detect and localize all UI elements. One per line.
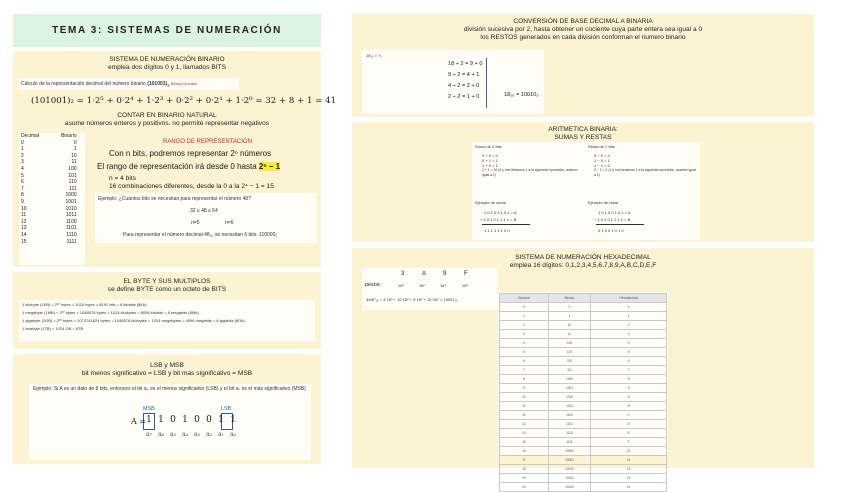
suma-title: Suma de 2 bits [475, 144, 502, 149]
table-row [19, 199, 79, 206]
table-row [500, 357, 667, 366]
ej-suma-b: + 1 0 1 0 1 1 1 1 = B [480, 217, 517, 222]
bit-value: 1 [146, 415, 152, 425]
aritmetica-subheading: SUMAS Y RESTAS [554, 134, 612, 141]
title-banner [13, 14, 321, 47]
hex-binario-cell: 0 [548, 303, 591, 312]
ejemplo-n5: n=5 [191, 220, 200, 226]
bit-value: 0 [194, 415, 200, 425]
peso-1: 16¹ [440, 283, 446, 288]
bits-row [143, 415, 239, 425]
binario-cell: 1000 [65, 192, 77, 199]
subs-row [143, 431, 239, 438]
table-row [500, 303, 667, 312]
rango-bits: n = 4 bits [109, 175, 136, 182]
hex-formula: 3A9F₁₆ = 3·16³ + 10·16² + 9·16¹ + 15·16⁰ = 15007₁₀ [366, 297, 458, 302]
table-row [500, 411, 667, 420]
rango-comb: 16 combinaciones diferentes, desde la 0 a la 2⁴ − 1 = 15 [109, 183, 274, 190]
byte-line-tb: 1 terabyte (1TB) = 1024 GB = 8TB [22, 326, 84, 331]
hex-binario-cell: 1111 [548, 438, 591, 447]
table-row [19, 219, 79, 226]
hex-table-box [498, 292, 668, 489]
conversion-result: 18₁₀ = 10010₂ [504, 92, 539, 98]
hex-binario-cell: 1011 [548, 402, 591, 411]
hex-value-cell: B [591, 402, 667, 411]
panel-conversion [352, 14, 814, 117]
hex-decimal-cell: 11 [500, 402, 549, 411]
hex-value-cell: C [591, 411, 667, 420]
hex-decimal-cell: 14 [500, 429, 549, 438]
hex-heading: SISTEMA DE NUMERACIÓN HEXADECIMAL [515, 254, 651, 261]
hex-digit-9: 9 [443, 271, 447, 277]
table-row [19, 212, 79, 219]
hex-col-decimal: Decimal [500, 294, 549, 303]
ej-resta-a: 1 0 1 0 0 1 0 1 = A [598, 210, 631, 215]
hex-binario-cell: 1110 [548, 429, 591, 438]
bit-value: 1 [182, 415, 188, 425]
table-row [19, 179, 79, 186]
hex-col-binario: Binario [548, 294, 591, 303]
rango-highlight: 2ⁿ − 1 [258, 162, 281, 171]
binario-heading: SISTEMA DE NUMERACIÓN BINARIO [109, 56, 225, 63]
hex-value-cell: 3 [591, 330, 667, 339]
table-row [500, 384, 667, 393]
table-row [500, 330, 667, 339]
binario-cell: 1010 [65, 205, 77, 212]
byte-subheading: se define BYTE como un octeto de BITS [107, 286, 227, 293]
table-row [500, 393, 667, 402]
calc-number: (101001) [147, 81, 168, 87]
bit-value: 0 [206, 415, 212, 425]
decimal-cell: 3 [21, 159, 24, 166]
peso-3: 16³ [398, 283, 404, 288]
table-row [500, 402, 667, 411]
decimal-cell: 8 [21, 192, 24, 199]
table-row [19, 166, 79, 173]
binario-cell: 1111 [66, 238, 77, 245]
rango-line1: Con n bits, podremos representar 2ⁿ números [109, 149, 272, 158]
panel-lsb-msb [13, 354, 321, 464]
hex-value-cell: 2 [591, 321, 667, 330]
bit-index: a₇ [146, 431, 152, 438]
table-row [19, 239, 79, 246]
hex-value-cell: 11 [591, 456, 667, 465]
conversion-box [362, 50, 544, 114]
table-row [19, 232, 79, 239]
hex-decimal-cell: 19 [500, 474, 549, 483]
hex-binario-cell: 101 [548, 348, 591, 357]
hex-value-cell: 10 [591, 447, 667, 456]
ejemplo-text: Ejemplo: ¿Cuántos bits se necesitan para representar el número 48? [98, 196, 251, 202]
hex-decimal-cell: 0 [500, 303, 549, 312]
hex-decimal-cell: 17 [500, 456, 549, 465]
decimal-cell: 12 [21, 218, 27, 225]
hex-binario-cell: 10010 [548, 465, 591, 474]
binario-cell: 1110 [66, 231, 77, 238]
hex-digit-3: 3 [401, 271, 405, 277]
natural-heading: CONTAR EN BINARIO NATURAL [117, 112, 217, 119]
table-row [500, 438, 667, 447]
ejemplo-n6: n=6 [225, 220, 234, 226]
panel-binario [13, 51, 337, 267]
hex-binario-cell: 1 [548, 312, 591, 321]
bit-index: a₅ [170, 431, 176, 438]
hex-decimal-cell: 2 [500, 321, 549, 330]
hex-decimal-cell: 8 [500, 375, 549, 384]
ejemplo-conclusion: Para representar el número decimal 48₁₀ se necesitan 6 bits: 110000₂ [123, 232, 278, 238]
hex-decimal-cell: 18 [500, 465, 549, 474]
col-decimal: Decimal [21, 133, 40, 139]
binario-cell: 1001 [65, 198, 77, 205]
table-row [19, 206, 79, 213]
bit-index: a₁ [218, 431, 224, 438]
conversion-step-1: 18 ÷ 2 = 9 + 0 [448, 61, 483, 67]
hex-digit-f: F [464, 271, 468, 277]
hex-col-hexadecimal: Hexadecimal [591, 294, 667, 303]
conversion-step-2: 9 ÷ 2 = 4 + 1 [448, 72, 480, 78]
hex-value-cell: 9 [591, 384, 667, 393]
binario-cell: 111 [69, 185, 77, 192]
decimal-cell: 7 [21, 185, 24, 192]
hex-value-cell: 12 [591, 465, 667, 474]
decimal-cell: 4 [21, 165, 24, 172]
binario-subheading: emplea dos dígitos 0 y 1, llamados BITS [107, 64, 226, 71]
byte-line-mb: 1 megabyte (1MB) = 2²⁰ bytes = 1048576 bytes = 1024 kilobytes = 8096 kilobits = 8 megabits (8Mb) [22, 310, 199, 315]
binario-cell: 1100 [65, 218, 77, 225]
hex-binario-cell: 1010 [548, 393, 591, 402]
table-row [19, 186, 79, 193]
conversion-sub1: división sucesiva por 2, hasta obtener un cociente cuya parte entera sea igual a 0 [463, 26, 703, 33]
binario-calc-box [19, 78, 239, 90]
lsb-heading: LSB y MSB [150, 362, 184, 369]
remainder-arrow [486, 58, 490, 108]
msb-label: MSB [143, 406, 155, 412]
table-row [19, 173, 79, 180]
hex-binario-cell: 110 [548, 357, 591, 366]
ej-suma-title: Ejemplo de suma [475, 200, 506, 205]
hex-value-cell: 4 [591, 339, 667, 348]
hex-decimal-cell: 16 [500, 447, 549, 456]
hex-decimal-cell: 1 [500, 312, 549, 321]
resta-line-2: 1 − 0 = 1 [594, 158, 610, 163]
suma-line-1: 0 + 0 = 0 [482, 153, 498, 158]
resta-title: Resta de 2 bits [588, 144, 615, 149]
hex-decimal-cell: 12 [500, 411, 549, 420]
bit-value: 1 [158, 415, 164, 425]
resta-line-1: 0 − 0 = 0 [594, 153, 610, 158]
hex-value-cell: 5 [591, 348, 667, 357]
col-binario: Binario [61, 133, 77, 139]
table-row [19, 153, 79, 160]
bit-index: a₂ [206, 431, 212, 438]
table-row [500, 483, 667, 492]
decimal-cell: 5 [21, 172, 24, 179]
bit-index: a₃ [194, 431, 200, 438]
table-row [19, 146, 79, 153]
decimal-cell: 6 [21, 179, 24, 186]
bit-value: 1 [218, 415, 224, 425]
hex-weights-box [362, 268, 498, 310]
pesos-label: pesos: [365, 282, 381, 288]
ejemplo-ineq: 32 ≤ 48 ≤ 64 [190, 208, 218, 214]
hex-decimal-cell: 9 [500, 384, 549, 393]
decimal-cell: 0 [21, 139, 24, 146]
rango-line2: El rango de representación irá desde 0 hasta [97, 162, 257, 171]
binario-cell: 1 [73, 146, 77, 153]
conversion-step-3: 4 ÷ 2 = 2 + 0 [448, 83, 480, 89]
decimal-cell: 10 [21, 205, 27, 212]
suma-line-3: 1 + 0 = 1 [482, 163, 498, 168]
hex-decimal-cell: 7 [500, 366, 549, 375]
hex-value-cell: 14 [591, 483, 667, 492]
hex-value-cell: 6 [591, 357, 667, 366]
table-row [19, 192, 79, 199]
lsb-label: LSB [221, 406, 232, 412]
binario-cell: 1011 [65, 212, 77, 219]
hex-decimal-cell: 5 [500, 348, 549, 357]
bit-value: 0 [170, 415, 176, 425]
table-row [500, 366, 667, 375]
ej-resta-r: 0 1 0 0 1 0 1 0 [598, 228, 624, 233]
bit-index: a₄ [182, 431, 188, 438]
binario-cell: 10 [71, 152, 77, 159]
binary-count-table [19, 133, 85, 265]
table-row [500, 420, 667, 429]
byte-heading: EL BYTE Y SUS MULTIPLOS [123, 278, 211, 285]
binario-cell: 110 [68, 179, 77, 186]
table-row [500, 447, 667, 456]
table-row [500, 375, 667, 384]
calc-label: Cálculo de la representación decimal del número binario [21, 81, 146, 87]
hex-value-cell: A [591, 393, 667, 402]
decimal-cell: 13 [21, 225, 27, 232]
table-row [500, 339, 667, 348]
resta-line-4: 0 − 1 = 1 (1 y nos llevamos 1 a la siguiente operación, acarreo igual a 1) [594, 168, 696, 177]
decimal-cell: 15 [21, 238, 27, 245]
bit-value: 1 [230, 415, 236, 425]
hex-binario-cell: 111 [548, 366, 591, 375]
suma-line-2: 0 + 1 = 1 [482, 158, 498, 163]
decimal-cell: 1 [21, 146, 24, 153]
hex-digit-a: A [422, 271, 427, 277]
hex-value-cell: E [591, 429, 667, 438]
panel-aritmetica [352, 122, 814, 242]
table-row [19, 159, 79, 166]
ej-suma-rule [482, 224, 530, 225]
bit-index: a₆ [158, 431, 164, 438]
hex-value-cell: 0 [591, 303, 667, 312]
hex-binario-cell: 10011 [548, 474, 591, 483]
hex-binario-cell: 10001 [548, 456, 591, 465]
hex-value-cell: D [591, 420, 667, 429]
table-row [500, 429, 667, 438]
table-row [19, 225, 79, 232]
rango-title: RANGO DE REPRESENTACIÓN [163, 139, 252, 145]
table-row [500, 321, 667, 330]
hex-binario-cell: 1000 [548, 375, 591, 384]
conversion-start: 18₁₀ = ?₂ [366, 53, 382, 58]
table-row [500, 465, 667, 474]
lsb-example-text: Ejemplo: Si A es un dato de 8 bits, entonces el bit a₀ es el menos significativo (LSB) y el bit a₇ es el más significativo (MSB) [33, 386, 306, 392]
a-label: A = [131, 417, 147, 426]
table-row [500, 474, 667, 483]
ej-resta-rule [596, 224, 644, 225]
bit-index: a₀ [230, 431, 236, 438]
hex-binario-cell: 1100 [548, 411, 591, 420]
binario-cell: 0 [73, 139, 77, 146]
peso-0: 16⁰ [462, 283, 469, 288]
hex-binario-cell: 1001 [548, 384, 591, 393]
conversion-sub2: los RESTOS generados en cada división conforman el numero binario [480, 34, 686, 41]
hex-binario-cell: 11 [548, 330, 591, 339]
peso-2: 16² [419, 283, 425, 288]
hex-decimal-cell: 13 [500, 420, 549, 429]
natural-sub: asume números enteros y positivos. no permite representar negativos [64, 120, 270, 127]
aritmetica-box [472, 142, 700, 240]
decimal-cell: 9 [21, 198, 24, 205]
ej-suma-a: 1 0 1 0 0 1 0 1 = A [484, 210, 517, 215]
hex-binario-cell: 10 [548, 321, 591, 330]
ej-suma-r: 1 1 1 1 1 1 0 0 [484, 228, 510, 233]
binario-formula: (101001)₂ = 1·2⁵ + 0·2⁴ + 1·2³ + 0·2² + 0·2¹ + 1·2⁰ = 32 + 8 + 1 = 41 [31, 96, 337, 106]
panel-hexadecimal [352, 248, 814, 489]
hex-binario-cell: 100 [548, 339, 591, 348]
binario-cell: 100 [68, 165, 77, 172]
table-row [500, 312, 667, 321]
table-row [500, 456, 667, 465]
binario-cell: 11 [71, 159, 77, 166]
byte-list [19, 300, 315, 342]
hex-decimal-cell: 10 [500, 393, 549, 402]
lsb-subheading: bit menos significativo = LSB y bit mas significativo = MSB [81, 370, 253, 377]
binario-cell: 101 [68, 172, 77, 179]
hex-value-cell: 13 [591, 474, 667, 483]
conversion-heading: CONVERSIÓN DE BASE DECIMAL A BINARIA [513, 18, 653, 25]
lsb-example-box [29, 384, 311, 460]
hex-value-cell: 7 [591, 366, 667, 375]
calc-note: Binary Number [170, 81, 198, 86]
rango-line2-wrap [97, 162, 280, 171]
table-row [500, 348, 667, 357]
hex-subheading: emplea 16 dígitos: 0,1,2,3,4,5,6,7,8,9,A,B,C,D,E,F [509, 262, 657, 269]
panel-byte [13, 272, 321, 349]
byte-line-kb: 1 kilobyte (1KB) = 2¹⁰ bytes = 1024 bytes = 8192 bits = 8 kilobits (8Kb) [22, 302, 147, 307]
hex-binario-cell: 10000 [548, 447, 591, 456]
hex-decimal-cell: 20 [500, 483, 549, 492]
calc-sub: 2 [167, 83, 170, 88]
aritmetica-heading: ARITMETICA BINARIA: [548, 126, 618, 133]
hex-decimal-cell: 4 [500, 339, 549, 348]
binario-cell: 1101 [65, 225, 77, 232]
hex-decimal-cell: 3 [500, 330, 549, 339]
decimal-cell: 11 [21, 212, 27, 219]
table-row [19, 140, 79, 147]
ej-resta-title: Ejemplo de resta [588, 200, 619, 205]
hex-value-cell: F [591, 438, 667, 447]
hex-binario-cell: 1101 [548, 420, 591, 429]
conversion-step-4: 2 ÷ 2 = 1 + 0 [448, 94, 480, 100]
page-title: TEMA 3: SISTEMAS DE NUMERACIÓN [52, 25, 282, 36]
hex-value-cell: 1 [591, 312, 667, 321]
hex-value-cell: 8 [591, 375, 667, 384]
hex-binario-cell: 10100 [548, 483, 591, 492]
suma-line-4: 1 + 1 = 10 (0 y nos llevamos 1 a la siguiente operación, acarreo igual a 1) [482, 168, 578, 177]
decimal-cell: 2 [21, 152, 24, 159]
ej-resta-b: − 1 0 1 0 1 1 1 1 = B [594, 217, 631, 222]
byte-line-gb: 1 gigabyte (1GB) = 2³⁰ bytes = 1073741824 bytes = 1048576 kilobytes = 1024 megabytes = 4096 megabits = 8 gigabits (8Gb) [22, 318, 245, 323]
hex-decimal-cell: 15 [500, 438, 549, 447]
decimal-cell: 14 [21, 231, 27, 238]
hex-decimal-cell: 6 [500, 357, 549, 366]
resta-line-3: 1 − 1 = 0 [594, 163, 610, 168]
